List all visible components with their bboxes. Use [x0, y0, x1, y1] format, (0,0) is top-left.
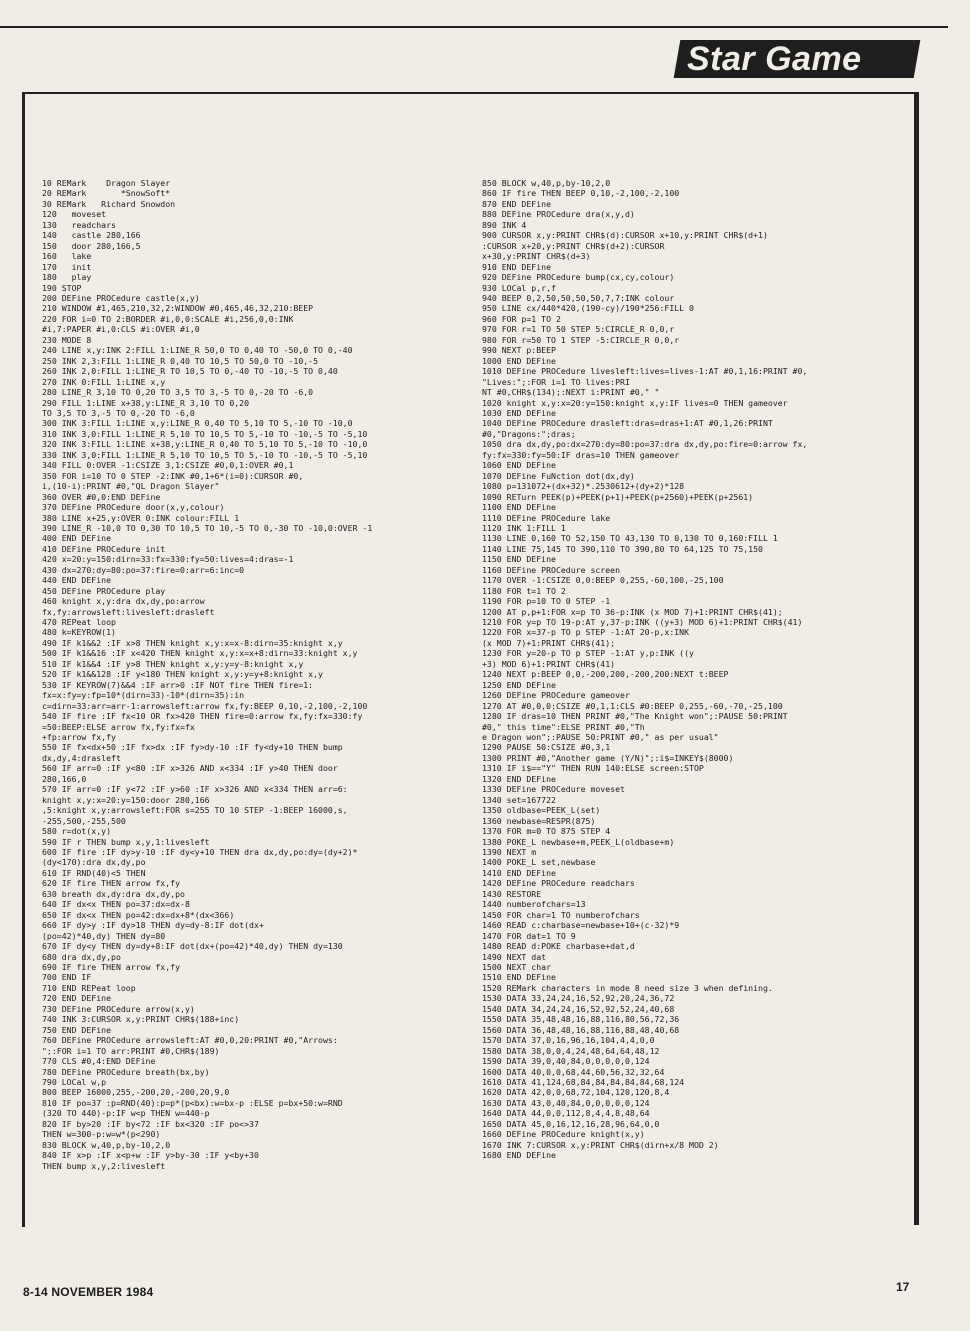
- code-line: 810 IF po=37 :p=RND(40):p=p*(p<bx):w=bx-p :ELSE p=bx+50:w=RND: [42, 1097, 343, 1108]
- code-line: 580 r=dot(x,y): [42, 826, 112, 837]
- code-line: 910 END DEFine: [482, 261, 552, 272]
- code-line: 1480 READ d:POKE charbase+dat,d: [482, 941, 635, 952]
- code-line: 560 IF arr=0 :IF y<80 :IF x>326 AND x<334 :IF y>40 THEN door: [42, 763, 338, 774]
- code-line: 730 DEFine PROCedure arrow(x,y): [42, 1003, 195, 1014]
- code-line: 550 IF fx<dx+50 :IF fx>dx :IF fy>dy-10 :IF fy<dy+10 THEN bump: [42, 742, 343, 753]
- code-line: 1440 numberofchars=13: [482, 899, 586, 910]
- top-rule: [0, 26, 948, 28]
- code-line: 1610 DATA 41,124,68,84,84,84,84,84,68,124: [482, 1076, 685, 1087]
- code-line: #0," this time":ELSE PRINT #0,"Th: [482, 721, 645, 732]
- issue-date: 8-14 NOVEMBER 1984: [23, 1285, 154, 1299]
- code-line: 840 IF x>p :IF x<p+w :IF y>by-30 :IF y<by+30: [42, 1150, 259, 1161]
- code-line: #0,"Dragons:";dras;: [482, 428, 576, 439]
- code-line: 710 END REPeat loop: [42, 982, 136, 993]
- code-line: +3) MOD 6)+1:PRINT CHR$(41): [482, 658, 616, 669]
- code-line: 700 END IF: [42, 972, 92, 983]
- code-line: 1220 FOR x=37-p TO p STEP -1:AT 20-p,x:INK: [482, 627, 690, 638]
- code-line: 190 STOP: [42, 282, 82, 293]
- code-line: 1450 FOR char=1 TO numberofchars: [482, 909, 640, 920]
- code-line: 990 NEXT p:BEEP: [482, 345, 556, 356]
- frame-right-bar: [914, 92, 919, 1225]
- code-line: 180 play: [42, 272, 92, 283]
- code-line: 1430 RESTORE: [482, 888, 542, 899]
- code-line: 600 IF fire :IF dy>y-10 :IF dy<y+10 THEN dra dx,dy,po:dy=(dy+2)*: [42, 847, 358, 857]
- code-line: 790 LOCal w,p: [42, 1076, 107, 1087]
- code-line: 140 castle 280,166: [42, 230, 141, 241]
- code-line: 1240 NEXT p:BEEP 0,0,-200,200,-200,200:NEXT t:BEEP: [482, 669, 729, 680]
- code-line: 610 IF RND(40)<5 THEN: [42, 867, 146, 878]
- code-line: 770 CLS #0,4:END DEFine: [42, 1056, 156, 1067]
- code-line: 690 IF fire THEN arrow fx,fy: [42, 961, 181, 972]
- code-line: 1110 DEFine PROCedure lake: [482, 512, 611, 523]
- code-line: 660 IF dy>y :IF dy>18 THEN dy=dy-8:IF dot(dx+: [42, 920, 264, 931]
- code-line: 1270 AT #0,0,0:CSIZE #0,1,1:CLS #0:BEEP 0,255,-60,-70,-25,100: [482, 700, 783, 711]
- code-line: 750 END DEFine: [42, 1024, 112, 1035]
- code-line: 1640 DATA 44,0,0,112,8,4,4,8,48,64: [482, 1108, 650, 1119]
- code-line: ,5:knight x,y:arrowsleft:FOR s=255 TO 10 STEP -1:BEEP 16000,s,: [42, 805, 348, 816]
- code-line: 900 CURSOR x,y:PRINT CHR$(d):CURSOR x+10,y:PRINT CHR$(d+1): [482, 230, 768, 241]
- code-line: 760 DEFine PROCedure arrowsleft:AT #0,0,20:PRINT #0,"Arrows:: [42, 1035, 338, 1046]
- code-line: fx=x:fy=y:fp=10*(dirn=33)-10*(dirn=35):in: [42, 690, 245, 701]
- code-line: x+30,y:PRINT CHR$(d+3): [482, 251, 591, 262]
- code-line: 360 OVER #0,0:END DEFine: [42, 491, 161, 502]
- code-line: 1460 READ c:charbase=newbase+10+(c-32)*9: [482, 920, 680, 931]
- code-line: 160 lake: [42, 251, 92, 262]
- code-line: 230 MODE 8: [42, 334, 92, 345]
- code-line: 870 END DEFine: [482, 198, 552, 209]
- code-line: 1230 FOR y=20-p TO p STEP -1:AT y,p:INK ((y: [482, 648, 694, 659]
- code-line: 200 DEFine PROCedure castle(x,y): [42, 292, 200, 303]
- code-line: 830 BLOCK w,40,p,by-10,2,0: [42, 1139, 171, 1150]
- code-line: 650 IF dx<x THEN po=42:dx=dx+8*(dx<366): [42, 909, 235, 920]
- code-line: 1200 AT p,p+1:FOR x=p TO 36-p:INK (x MOD 7)+1:PRINT CHR$(41);: [482, 606, 783, 617]
- code-line: 1390 NEXT m: [482, 847, 537, 857]
- code-line: 820 IF by>20 :IF by<72 :IF bx<320 :IF po<>37: [42, 1118, 259, 1129]
- code-line: 30 REMark Richard Snowdon: [42, 198, 176, 209]
- code-line: 1160 DEFine PROCedure screen: [482, 564, 621, 575]
- code-line: 410 DEFine PROCedure init: [42, 543, 166, 554]
- code-line: 1670 INK 7:CURSOR x,y:PRINT CHR$(dirn+x/8 MOD 2): [482, 1139, 719, 1150]
- code-line: 540 IF fire :IF fx<10 OR fx>420 THEN fire=0:arrow fx,fy:fx=330:fy: [42, 711, 363, 722]
- listing-column-left: [42, 178, 467, 1171]
- code-line: 720 END DEFine: [42, 993, 112, 1004]
- code-line: 1350 oldbase=PEEK_L(set): [482, 805, 601, 816]
- code-line: 1070 DEFine FuNction dot(dx,dy): [482, 470, 635, 481]
- code-line: 850 BLOCK w,40,p,by-10,2,0: [482, 178, 611, 188]
- code-line: 1190 FOR p=10 TO 0 STEP -1: [482, 596, 611, 607]
- code-line: TO 3,5 TO 3,-5 TO 0,-20 TO -6,0: [42, 407, 195, 418]
- code-line: ";:FOR i=1 TO arr:PRINT #0,CHR$(189): [42, 1045, 220, 1056]
- code-line: 1550 DATA 35,48,48,16,88,116,80,56,72,36: [482, 1014, 680, 1025]
- code-line: THEN w=300-p:w=w*(p<290): [42, 1129, 161, 1140]
- code-line: =50:BEEP:ELSE arrow fx,fy:fx=fx: [42, 721, 195, 732]
- code-line: 1650 DATA 45,0,16,12,16,28,96,64,0,0: [482, 1118, 660, 1129]
- code-line: 1020 knight x,y:x=20:y=150:knight x,y:IF lives=0 THEN gameover: [482, 397, 788, 408]
- code-line: 260 INK 2,0:FILL 1:LINE_R TO 10,5 TO 0,-40 TO -10,-5 TO 0,40: [42, 366, 338, 377]
- listing-column-right: [482, 178, 912, 1161]
- code-line: 970 FOR r=1 TO 50 STEP 5:CIRCLE_R 0,0,r: [482, 324, 675, 335]
- code-line: 470 REPeat loop: [42, 617, 116, 628]
- code-line: 680 dra dx,dy,po: [42, 951, 121, 962]
- code-line: 670 IF dy<y THEN dy=dy+8:IF dot(dx+(po=42)*40,dy) THEN dy=130: [42, 941, 343, 952]
- code-line: 1100 END DEFine: [482, 502, 556, 513]
- code-line: :CURSOR x+20,y:PRINT CHR$(d+2):CURSOR: [482, 240, 665, 251]
- code-line: 1130 LINE 0,160 TO 52,150 TO 43,130 TO 0,130 TO 0,160:FILL 1: [482, 533, 778, 544]
- code-line: 430 dx=270:dy=80:po=37:fire=0:arr=6:inc=0: [42, 564, 245, 575]
- code-line: 440 END DEFine: [42, 575, 112, 586]
- code-line: #i,7:PAPER #i,0:CLS #i:OVER #i,0: [42, 324, 200, 335]
- code-line: 290 FILL 1:LINE x+38,y:LINE_R 3,10 TO 0,20: [42, 397, 250, 408]
- code-line: 120 moveset: [42, 209, 107, 220]
- code-line: 640 IF dx<x THEN po=37:dx=dx-8: [42, 899, 190, 910]
- code-line: 400 END DEFine: [42, 533, 112, 544]
- code-line: 1150 END DEFine: [482, 554, 556, 565]
- code-line: 590 IF r THEN bump x,y,1:livesleft: [42, 836, 210, 847]
- code-line: THEN bump x,y,2:livesleft: [42, 1160, 166, 1171]
- code-line: 880 DEFine PROCedure dra(x,y,d): [482, 209, 635, 220]
- code-line: e Dragon won";:PAUSE 50:PRINT #0," as per usual": [482, 732, 719, 743]
- code-line: 450 DEFine PROCedure play: [42, 585, 166, 596]
- code-line: dx,dy,4:drasleft: [42, 752, 121, 763]
- code-line: 1400 POKE_L set,newbase: [482, 857, 596, 868]
- page-number: 17: [896, 1280, 910, 1294]
- code-line: 1580 DATA 38,0,0,4,24,48,64,64,48,12: [482, 1045, 660, 1056]
- code-line: fx,fy:arrowsleft:livesleft:drasleft: [42, 606, 215, 617]
- code-line: 630 breath dx,dy:dra dx,dy,po: [42, 888, 185, 899]
- code-line: 950 LINE cx/440*420,(190-cy)/190*256:FILL 0: [482, 303, 694, 314]
- code-line: 490 IF k1&&2 :IF x>8 THEN knight x,y:x=x-8:dirn=35:knight x,y: [42, 637, 343, 648]
- code-line: 1210 FOR y=p TO 19-p:AT y,37-p:INK ((y+3) MOD 6)+1:PRINT CHR$(41): [482, 617, 803, 628]
- code-line: 1560 DATA 36,48,48,16,88,116,88,48,40,68: [482, 1024, 680, 1035]
- code-line: 1490 NEXT dat: [482, 951, 547, 962]
- code-line: 340 FILL 0:OVER -1:CSIZE 3,1:CSIZE #0,0,1:OVER #0,1: [42, 460, 294, 471]
- code-line: 1330 DEFine PROCedure moveset: [482, 784, 625, 795]
- code-line: 220 FOR i=0 TO 2:BORDER #i,0,0:SCALE #i,256,0,0:INK: [42, 313, 294, 324]
- code-line: (x MOD 7)+1:PRINT CHR$(41);: [482, 637, 616, 648]
- code-line: 170 init: [42, 261, 92, 272]
- code-line: 1510 END DEFine: [482, 972, 556, 983]
- code-line: 300 INK 3:FILL 1:LINE x,y:LINE_R 0,40 TO 5,10 TO 5,-10 TO -10,0: [42, 418, 353, 429]
- code-line: 250 INK 2,3:FILL 1:LINE_R 0,40 TO 10,5 TO 50,0 TO -10,-5: [42, 355, 319, 366]
- code-line: 530 IF KEYROW(7)&&4 :IF arr>0 :IF NOT fire THEN fire=1:: [42, 679, 314, 690]
- code-line: 1380 POKE_L newbase+m,PEEK_L(oldbase+m): [482, 836, 675, 847]
- code-line: 1280 IF dras=10 THEN PRINT #0,"The Knight won";:PAUSE 50:PRINT: [482, 711, 788, 722]
- code-line: 520 IF k1&&128 :IF y<180 THEN knight x,y:y=y+8:knight x,y: [42, 669, 323, 680]
- code-line: 780 DEFine PROCedure breath(bx,by): [42, 1066, 210, 1077]
- code-line: 570 IF arr=0 :IF y<72 :IF y>60 :IF x>326 AND x<334 THEN arr=6:: [42, 784, 348, 795]
- code-line: 1370 FOR m=0 TO 875 STEP 4: [482, 826, 611, 837]
- code-line: 210 WINDOW #1,465,210,32,2:WINDOW #0,465,46,32,210:BEEP: [42, 303, 314, 314]
- code-line: 390 LINE_R -10,0 TO 0,30 TO 10,5 TO 10,-5 TO 0,-30 TO -10,0:OVER -1: [42, 522, 373, 533]
- code-line: 1090 RETurn PEEK(p)+PEEK(p+1)+PEEK(p+2560)+PEEK(p+2561): [482, 491, 754, 502]
- code-line: 1000 END DEFine: [482, 355, 556, 366]
- code-line: 1570 DATA 37,0,16,96,16,104,4,4,0,0: [482, 1035, 655, 1046]
- code-line: 460 knight x,y:dra dx,dy,po:arrow: [42, 596, 205, 607]
- code-line: 1360 newbase=RESPR(875): [482, 815, 596, 826]
- code-line: 510 IF k1&&4 :IF y>8 THEN knight x,y:y=y-8:knight x,y: [42, 658, 304, 669]
- code-line: 1630 DATA 43,0,40,84,0,0,0,0,0,124: [482, 1097, 650, 1108]
- code-line: NT #0,CHR$(134);:NEXT i:PRINT #0," ": [482, 387, 660, 398]
- code-line: +fp:arrow fx,fy: [42, 732, 116, 743]
- code-line: 1120 INK 1:FILL 1: [482, 522, 566, 533]
- code-line: 1520 REMark characters in mode 8 need size 3 when defining.: [482, 982, 773, 993]
- code-line: 800 BEEP 16000,255,-200,20,-200,20,9,0: [42, 1087, 230, 1098]
- code-line: 1530 DATA 33,24,24,16,52,92,20,24,36,72: [482, 993, 675, 1004]
- code-line: 1410 END DEFine: [482, 867, 556, 878]
- code-line: 960 FOR p=1 TO 2: [482, 313, 561, 324]
- code-line: 1250 END DEFine: [482, 679, 556, 690]
- code-line: (320 TO 440)-p:IF w<p THEN w=440-p: [42, 1108, 210, 1119]
- code-line: 380 LINE x+25,y:OVER 0:INK colour:FILL 1: [42, 512, 240, 523]
- section-title: Star Game: [687, 40, 862, 78]
- code-line: 1600 DATA 40,0,0,68,44,60,56,32,32,64: [482, 1066, 665, 1077]
- code-line: 1540 DATA 34,24,24,16,52,92,52,24,40,68: [482, 1003, 675, 1014]
- code-line: 240 LINE x,y:INK 2:FILL 1:LINE_R 50,0 TO 0,40 TO -50,0 TO 0,-40: [42, 345, 353, 356]
- code-line: 1680 END DEFine: [482, 1150, 556, 1161]
- code-line: 1590 DATA 39,0,40,84,0,0,0,0,0,124: [482, 1056, 650, 1067]
- code-line: 330 INK 3,0:FILL 1:LINE_R 5,10 TO 10,5 TO 5,-10 TO -10,-5 TO -5,10: [42, 449, 368, 460]
- code-line: 1660 DEFine PROCedure knight(x,y): [482, 1129, 645, 1140]
- code-line: 270 INK 0:FILL 1:LINE x,y: [42, 376, 166, 387]
- code-line: 1320 END DEFine: [482, 773, 556, 784]
- code-line: knight x,y:x=20:y=150:door 280,166: [42, 794, 210, 805]
- code-line: (dy<170):dra dx,dy,po: [42, 857, 146, 868]
- code-line: 1260 DEFine PROCedure gameover: [482, 690, 630, 701]
- code-line: 1180 FOR t=1 TO 2: [482, 585, 566, 596]
- code-line: 1140 LINE 75,145 TO 390,110 TO 390,80 TO 64,125 TO 75,150: [482, 543, 763, 554]
- code-line: 980 FOR r=50 TO 1 STEP -5:CIRCLE_R 0,0,r: [482, 334, 680, 345]
- code-line: 1300 PRINT #0,"Another game (Y/N)";:i$=INKEY$(8000): [482, 752, 734, 763]
- code-line: 1040 DEFine PROCedure drasleft:dras=dras+1:AT #0,1,26:PRINT: [482, 418, 773, 429]
- code-line: 280 LINE_R 3,10 TO 0,20 TO 3,5 TO 3,-5 TO 0,-20 TO -6,0: [42, 387, 314, 398]
- code-line: c=dirn=33:arr=arr-1:arrowsleft:arrow fx,fy:BEEP 0,10,-2,100,-2,100: [42, 700, 368, 711]
- code-line: 20 REMark *SnowSoft*: [42, 188, 171, 199]
- code-line: 1290 PAUSE 50:CSIZE #0,3,1: [482, 742, 611, 753]
- code-line: 150 door 280,166,5: [42, 240, 141, 251]
- code-line: 740 INK 3:CURSOR x,y:PRINT CHR$(188+inc): [42, 1014, 240, 1025]
- code-line: 1470 FOR dat=1 TO 9: [482, 930, 576, 941]
- code-line: 1060 END DEFine: [482, 460, 556, 471]
- code-line: 930 LOCal p,r,f: [482, 282, 556, 293]
- code-line: 370 DEFine PROCedure door(x,y,colour): [42, 502, 225, 513]
- code-line: i,(10-i):PRINT #0,"QL Dragon Slayer": [42, 481, 220, 492]
- code-line: 310 INK 3,0:FILL 1:LINE_R 5,10 TO 10,5 TO 5,-10 TO -10,-5 TO -5,10: [42, 428, 368, 439]
- code-line: 280,166,0: [42, 773, 87, 784]
- code-line: 1500 NEXT char: [482, 961, 552, 972]
- code-line: 10 REMark Dragon Slayer: [42, 178, 171, 188]
- code-line: 620 IF fire THEN arrow fx,fy: [42, 878, 181, 889]
- code-line: 1010 DEFine PROCedure livesleft:lives=lives-1:AT #0,1,16:PRINT #0,: [482, 366, 808, 377]
- code-line: fy:fx=330:fy=50:IF dras=10 THEN gameover: [482, 449, 680, 460]
- code-line: 1050 dra dx,dy,po:dx=270:dy=80:po=37:dra dx,dy,po:fire=0:arrow fx,: [482, 439, 808, 450]
- code-line: 890 INK 4: [482, 219, 527, 230]
- code-line: 1620 DATA 42,0,0,68,72,104,120,120,8,4: [482, 1087, 670, 1098]
- code-line: 1080 p=131072+(dx+32)*.2530612+(dy+2)*128: [482, 481, 685, 492]
- code-line: 500 IF k1&&16 :IF x<420 THEN knight x,y:x=x+8:dirn=33:knight x,y: [42, 648, 358, 659]
- code-line: 940 BEEP 0,2,50,50,50,50,7,7:INK colour: [482, 292, 675, 303]
- section-badge: [674, 40, 921, 78]
- code-line: 1170 OVER -1:CSIZE 0,0:BEEP 0,255,-60,100,-25,100: [482, 575, 724, 586]
- code-line: 130 readchars: [42, 219, 116, 230]
- code-line: 1340 set=167722: [482, 794, 556, 805]
- code-line: 480 k=KEYROW(1): [42, 627, 116, 638]
- code-line: -255,500,-255,500: [42, 815, 126, 826]
- code-line: 860 IF fire THEN BEEP 0,10,-2,100,-2,100: [482, 188, 680, 199]
- code-line: 350 FOR i=10 TO 0 STEP -2:INK #0,1+6*(i=0):CURSOR #0,: [42, 470, 304, 481]
- code-line: (po=42)*40,dy) THEN dy=80: [42, 930, 166, 941]
- code-line: 320 INK 3:FILL 1:LINE x+38,y:LINE_R 0,40 TO 5,10 TO 5,-10 TO -10,0: [42, 439, 368, 450]
- code-line: "Lives:";:FOR i=1 TO lives:PRI: [482, 376, 630, 387]
- code-line: 1030 END DEFine: [482, 407, 556, 418]
- code-line: 420 x=20:y=150:dirn=33:fx=330:fy=50:lives=4:dras=-1: [42, 554, 294, 565]
- code-line: 920 DEFine PROCedure bump(cx,cy,colour): [482, 272, 675, 283]
- code-line: 1310 IF i$=="Y" THEN RUN 140:ELSE screen:STOP: [482, 763, 704, 774]
- code-line: 1420 DEFine PROCedure readchars: [482, 878, 635, 889]
